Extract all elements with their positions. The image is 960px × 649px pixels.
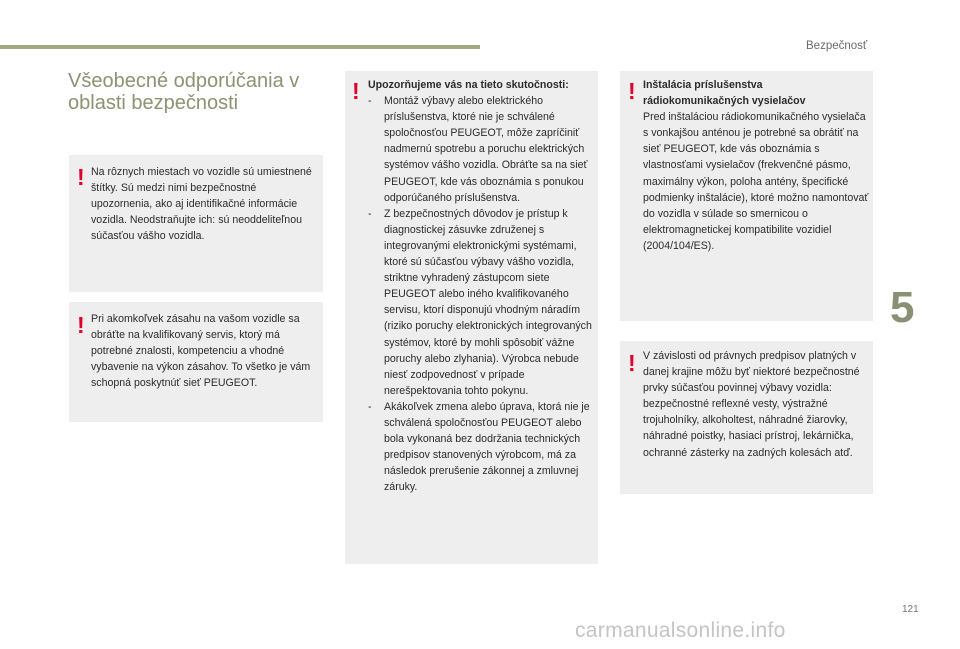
list-item: - Akákoľvek zmena alebo úprava, ktorá nie je schválená spoločnosťou PEUGEOT alebo bola vykonaná bez dodržania technických predpisov stanovených výrobcom, má za následok prerušenie zákonnej a zmluvnej záruky.	[368, 399, 592, 496]
page-title: Všeobecné odporúčania v oblasti bezpečnosti	[68, 70, 300, 114]
labels-paragraph: Na rôznych miestach vo vozidle sú umiestnené štítky. Sú medzi nimi bezpečnostné upozornenia, ako aj identifikačné informácie vozidla. Neodstraňujte ich: sú neoddeliteľnou súčasťou vášho vozidla.	[91, 166, 312, 243]
warning-icon: !	[77, 164, 85, 190]
installation-heading: Inštalácia príslušenstva rádiokomunikačných vysielačov	[643, 79, 806, 108]
attention-list	[368, 93, 592, 495]
installation-paragraph: Pred inštaláciou rádiokomunikačného vysielača s vonkajšou anténou je potrebné sa obrátiť na sieť PEUGEOT, kde vás oboznámia s vlastnosťami vysielačov (frekvenčné pásmo, maximálny výkon, poloha antény, špecifické podmienky inštalácie), ktoré možno namontovať do vozidla v súlade so smernicou o elektromagnetickej kompatibilite vozidiel (2004/104/ES).	[643, 111, 869, 252]
section-name: Bezpečnosť	[806, 40, 868, 52]
warning-text-labels	[91, 164, 315, 244]
warning-icon: !	[628, 78, 636, 104]
warning-text-legal	[643, 348, 867, 461]
legal-paragraph: V závislosti od právnych predpisov platných v danej krajine môžu byť niektoré bezpečnostné prvky súčasťou povinnej výbavy vozidla: bezpečnostné reflexné vesty, výstražné trojuholníky, alkoholtest, náhradné žiarovky, náhradné poistky, hasiaci prístroj, lekárnička, ochranné zásterky na zadných kolesách atď.	[643, 350, 860, 459]
list-item: - Montáž výbavy alebo elektrického príslušenstva, ktoré nie je schválené spoločnosťou PEUGEOT, môže zapríčiniť nadmernú spotrebu a poruchu elektrických systémov vášho vozidla. Obráťte sa na sieť PEUGEOT, kde vás oboznámia s ponukou odporúčaného príslušenstva.	[368, 93, 592, 206]
warning-text-service	[91, 311, 315, 391]
warning-icon: !	[352, 78, 360, 104]
warning-text-installation	[643, 77, 869, 254]
attention-heading: Upozorňujeme vás na tieto skutočnosti:	[368, 79, 569, 91]
warning-text-attention	[368, 77, 592, 495]
list-item: - Z bezpečnostných dôvodov je prístup k diagnostickej zásuvke združenej s integrovanými elektronickými systémami, ktoré sú súčasťou výbavy vášho vozidla, striktne vyhradený zástupcom siete PEUGEOT alebo iného kvalifikovaného servisu, ktorí disponujú vhodným náradím (riziko poruchy elektronických integrovaných systémov, ktoré by mohli spôsobiť vážne poruchy alebo zlyhania). Výrobca nebude niesť zodpovednosť v prípade nerešpektovania tohto pokynu.	[368, 206, 592, 399]
watermark: carmanualsonline.info	[575, 619, 786, 642]
chapter-number: 5	[890, 283, 915, 332]
header-rule	[0, 45, 480, 49]
service-paragraph: Pri akomkoľvek zásahu na vašom vozidle sa obráťte na kvalifikovaný servis, ktorý má potrebné znalosti, kompetenciu a vhodné vybavenie na výkon zásahov. To všetko je vám schopná poskytnúť sieť PEUGEOT.	[91, 313, 311, 390]
warning-icon: !	[77, 312, 85, 338]
page-number: 121	[902, 604, 919, 615]
warning-icon: !	[628, 350, 636, 376]
